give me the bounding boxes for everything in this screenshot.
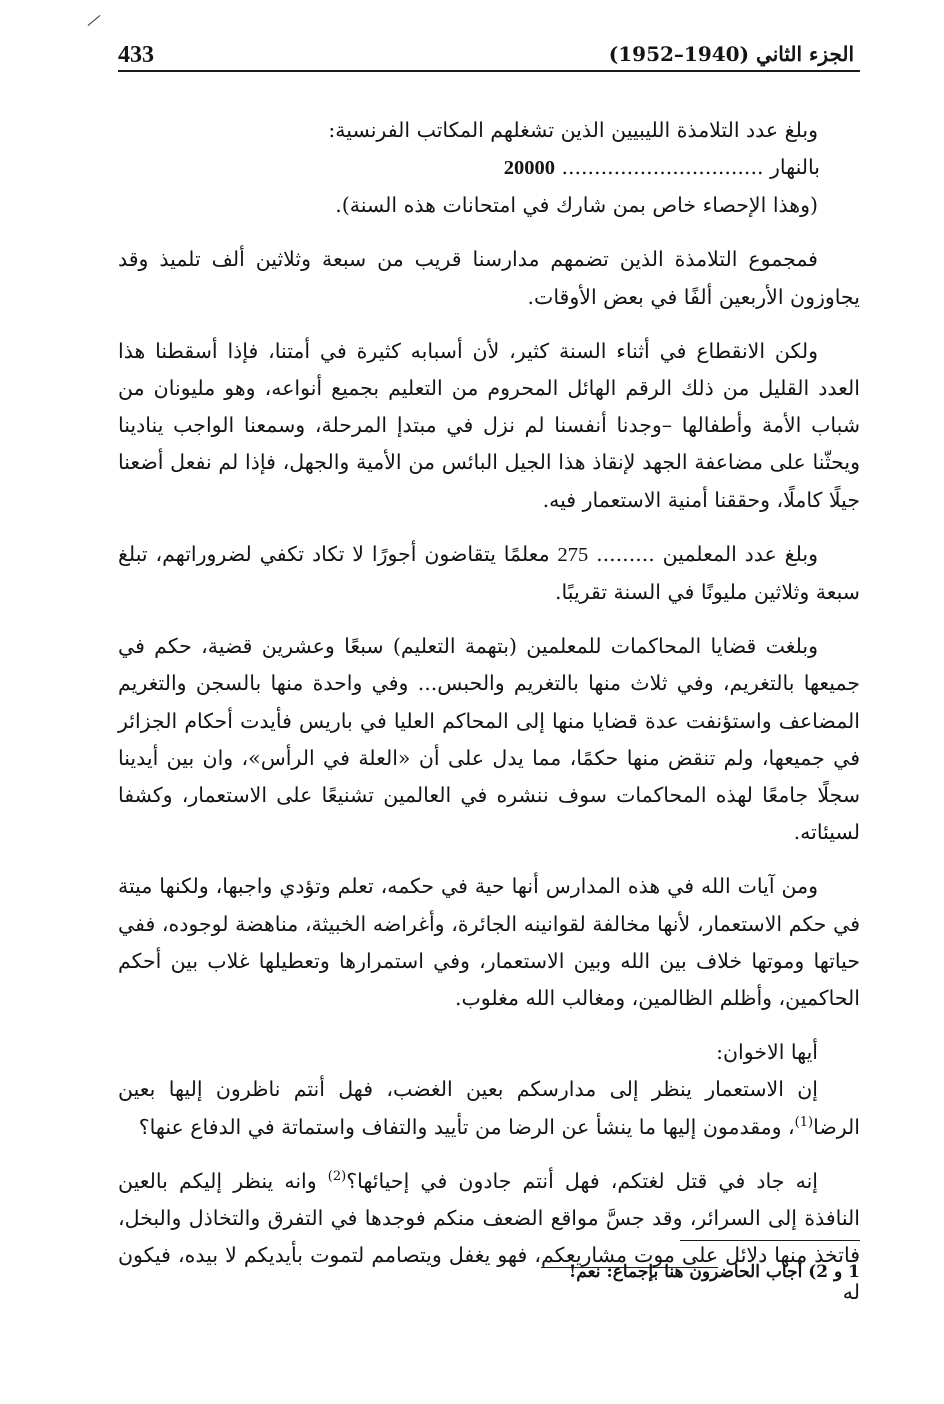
paragraph-dropout: ولكن الانقطاع في أثناء السنة كثير، لأن أسبابه كثيرة في أمتنا، فإذا أسقطنا هذا العدد القليل من ذلك الرقم الهائل المحروم من التعليم بجميع أنواعه، وهو مليونان من شباب الأمة وأطفالها –وجدنا أنفسنا لم نزل في مبتدإ المرحلة، وسمعنا الواجب ينادينا ويحثّنا على مضاعفة الجهد لإنقاذ هذا الجيل البائس من الأمية والجهل، فإذا لم نفعل أضعنا جيلًا كاملًا، وحققنا أمنية الاستعمار فيه. xyxy=(118,338,860,512)
footnote-ref-1: (1) xyxy=(794,1114,814,1130)
footnote: 1 و 2) أجاب الحاضرون هنا بإجماع: نعم! xyxy=(568,1262,860,1282)
paragraph-signs: ومن آيات الله في هذه المدارس أنها حية في حكمه، تعلم وتؤدي واجبها، ولكنها ميتة في حكم الاستعمار، لأنها مخالفة لقوانينه الجائرة، وأغراضه الخبيثة، مناهضة لوجوده، ففي حياتها وموتها خلاف بين الله وبين الاستعمار، وفي استمرارها وتعطيلها غلاب بين أحكم الحاكمين، وأظلم الظالمين، ومغالب الله مغلوب. xyxy=(118,874,860,1011)
teachers-lead: وبلغ عدد المعلمين ......... xyxy=(596,541,818,566)
language-text-d: ، فهو يغفل ويتصامم لتموت بأيديكم لا بيده، فيكون له xyxy=(118,1243,860,1305)
paragraph-statistic-note: (وهذا الإحصاء خاص بمن شارك في امتحانات هذه السنة). xyxy=(335,193,818,218)
language-text-a: إنه جاد في قتل لغتكم، فهل أنتم جادون في إحيائها؟ xyxy=(346,1168,818,1193)
daytime-label: بالنهار xyxy=(770,155,820,180)
daytime-statistic xyxy=(118,149,860,187)
daytime-leader: ............................... xyxy=(561,155,764,180)
teachers-count: 275 xyxy=(557,543,589,566)
paragraph-trials: وبلغت قضايا المحاكمات للمعلمين (بتهمة التعليم) سبعًا وعشرين قضية، حكم في جميعها بالتغريم، وفي ثلاث منها بالتغريم والحبس... وفي واحدة منها بالسجن والتغريم المضاعف واستؤنفت عدة قضايا منها إلى المحاكم العليا في باريس فأيدت أحكام الجزائر في جميعها، ولم تنقض منها حكمًا، مما يدل على أن «العلة في الرأس»، وان بين أيدينا سجلًا جامعًا لهذه المحاكمات سوف ننشره في العالمين تشنيعًا على الاستعمار، وكشفا لسيئاته. xyxy=(118,634,860,845)
footnote-ref-2: (2) xyxy=(327,1169,347,1185)
anger-text-b: ، ومقدمون إليها ما ينشأ عن الرضا من تأييد والتفاف واستماتة في الدفاع عنها؟ xyxy=(138,1114,795,1139)
running-title: الجزء الثاني (1940–1952) xyxy=(608,42,854,66)
underlined-phrase: على موت مشاريعكم xyxy=(540,1243,719,1268)
paragraph-anger xyxy=(118,1071,860,1145)
pencil-mark xyxy=(88,15,101,26)
anger-text-a: إن الاستعمار ينظر إلى مدارسكم بعين الغضب، فهل أنتم ناظرون إليها بعين الرضا xyxy=(118,1077,860,1139)
paragraph-address: أيها الاخوان: xyxy=(716,1040,818,1065)
page-header xyxy=(118,36,860,72)
paragraph-students-intro: وبلغ عدد التلامذة الليبيين الذين تشغلهم المكاتب الفرنسية: xyxy=(328,118,818,142)
teachers-tail: معلمًا يتقاضون أجورًا لا تكاد تكفي لضروراتهم، تبلغ سبعة وثلاثين مليونًا في السنة تقريبًا. xyxy=(118,541,860,605)
language-text-b: وانه ينظر إليكم بالعين النافذة إلى السرائر، وقد جسَّ مواقع الضعف منكم فوجدها في التفرق والتخاذل والبخل، فاتخذ منها دلائل xyxy=(118,1168,860,1268)
paragraph-language xyxy=(118,1163,860,1312)
paragraph-total-students: فمجموع التلامذة الذين تضمهم مدارسنا قريب من سبعة وثلاثين ألف تلميذ وقد يجاوزون الأربعين ألفًا في بعض الأوقات. xyxy=(118,247,860,309)
page-number: 433 xyxy=(118,42,154,68)
footnote-rule xyxy=(680,1240,860,1241)
page-body xyxy=(118,112,860,1329)
paragraph-teachers xyxy=(118,536,860,611)
daytime-value: 20000 xyxy=(503,157,555,180)
